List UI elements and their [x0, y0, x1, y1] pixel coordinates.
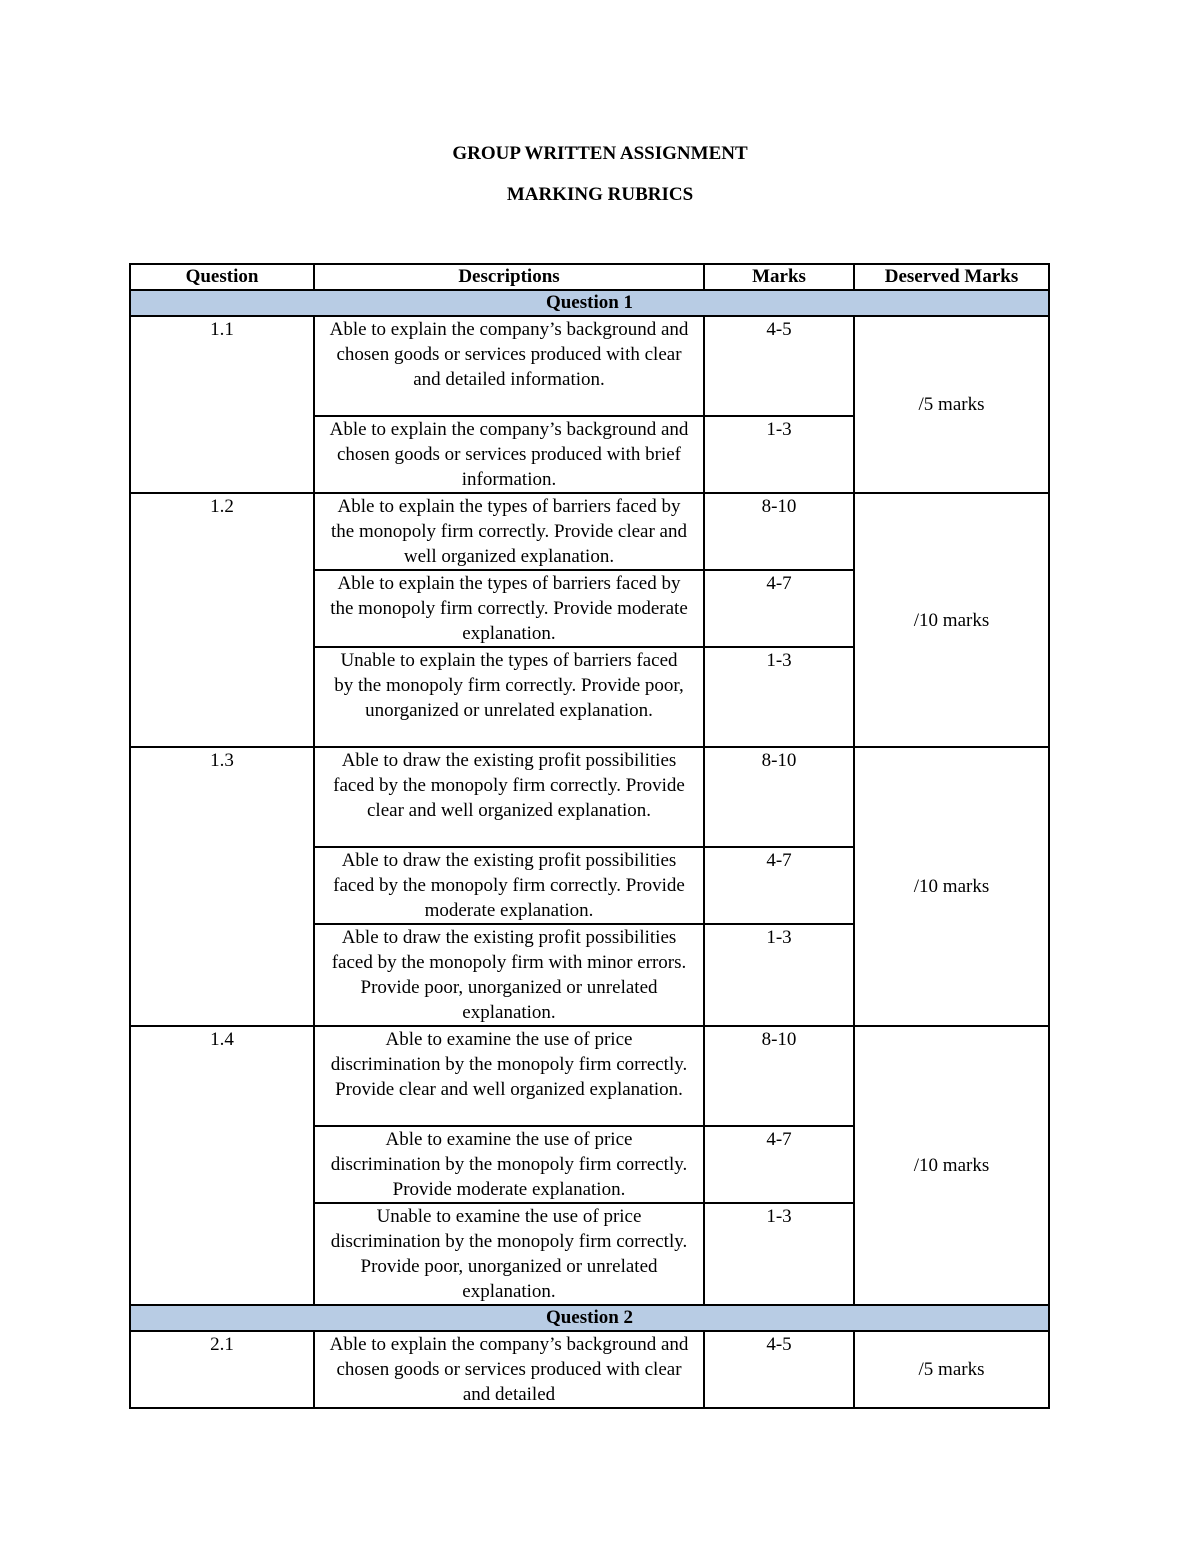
description-cell: Unable to examine the use of price discrimination by the monopoly firm correctly. Provide poor, unorganized or unrelated explanation.: [314, 1203, 704, 1305]
description-cell: Able to examine the use of price discrimination by the monopoly firm correctly. Provide clear and well organized explanation.: [314, 1026, 704, 1126]
header-question: Question: [130, 264, 314, 290]
description-cell: Able to draw the existing profit possibilities faced by the monopoly firm correctly. Provide clear and well organized explanation.: [314, 747, 704, 847]
question-id: 1.1: [130, 316, 314, 493]
deserved-marks-cell: /10 marks: [854, 747, 1049, 1026]
marks-cell: 1-3: [704, 416, 854, 493]
marks-cell: 4-7: [704, 1126, 854, 1203]
section-row: [130, 1305, 1049, 1331]
header-deserved-marks: Deserved Marks: [854, 264, 1049, 290]
section-row: [130, 290, 1049, 316]
header-row: [130, 264, 1049, 290]
marks-cell: 1-3: [704, 1203, 854, 1305]
description-cell: Able to explain the types of barriers faced by the monopoly firm correctly. Provide clear and well organized explanation.: [314, 493, 704, 570]
description-cell: Able to explain the company’s background and chosen goods or services produced with clear and detailed information.: [314, 316, 704, 416]
section-label: Question 2: [130, 1305, 1049, 1331]
marks-cell: 8-10: [704, 493, 854, 570]
description-cell: Able to explain the company’s background and chosen goods or services produced with brief information.: [314, 416, 704, 493]
table-row: [130, 1331, 1049, 1408]
marks-cell: 4-7: [704, 570, 854, 647]
marking-rubric-table: [129, 263, 1050, 1409]
question-id: 1.2: [130, 493, 314, 747]
document-subtitle: MARKING RUBRICS: [506, 184, 694, 205]
table-row: [130, 747, 1049, 847]
description-cell: Able to explain the types of barriers faced by the monopoly firm correctly. Provide moderate explanation.: [314, 570, 704, 647]
marks-cell: 8-10: [704, 1026, 854, 1126]
description-cell: Able to examine the use of price discrimination by the monopoly firm correctly. Provide moderate explanation.: [314, 1126, 704, 1203]
marks-cell: 1-3: [704, 924, 854, 1026]
question-id: 2.1: [130, 1331, 314, 1408]
section-label: Question 1: [130, 290, 1049, 316]
deserved-marks-cell: /10 marks: [854, 1026, 1049, 1305]
deserved-marks-cell: /10 marks: [854, 493, 1049, 747]
marks-cell: 4-7: [704, 847, 854, 924]
header-marks: Marks: [704, 264, 854, 290]
table-row: [130, 316, 1049, 416]
table-row: [130, 493, 1049, 570]
description-cell: Able to explain the company’s background and chosen goods or services produced with clear and detailed: [314, 1331, 704, 1408]
document-title: GROUP WRITTEN ASSIGNMENT: [452, 143, 748, 164]
header-descriptions: Descriptions: [314, 264, 704, 290]
description-cell: Unable to explain the types of barriers faced by the monopoly firm correctly. Provide poor, unorganized or unrelated explanation.: [314, 647, 704, 747]
question-id: 1.3: [130, 747, 314, 1026]
marks-cell: 1-3: [704, 647, 854, 747]
description-cell: Able to draw the existing profit possibilities faced by the monopoly firm correctly. Provide moderate explanation.: [314, 847, 704, 924]
marks-cell: 8-10: [704, 747, 854, 847]
marks-cell: 4-5: [704, 1331, 854, 1408]
marks-cell: 4-5: [704, 316, 854, 416]
table-row: [130, 1026, 1049, 1126]
deserved-marks-cell: /5 marks: [854, 1331, 1049, 1408]
deserved-marks-cell: /5 marks: [854, 316, 1049, 493]
description-cell: Able to draw the existing profit possibilities faced by the monopoly firm with minor errors. Provide poor, unorganized or unrelated explanation.: [314, 924, 704, 1026]
question-id: 1.4: [130, 1026, 314, 1305]
